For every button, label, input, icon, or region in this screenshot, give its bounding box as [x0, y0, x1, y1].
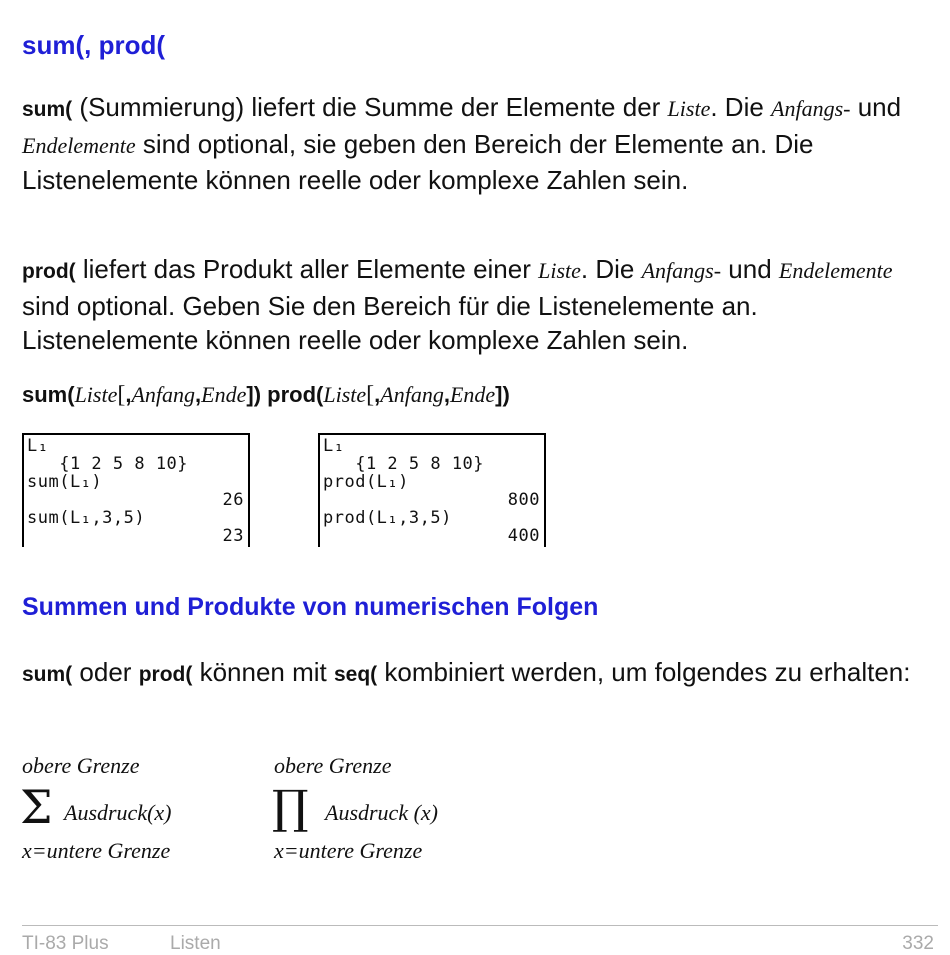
variable: Anfangs- [641, 258, 722, 283]
syntax-comma: , [195, 382, 202, 407]
variable: Endelemente [22, 133, 136, 158]
text: sind optional. Geben Sie den Bereich für die Listenelemente an. Listenelemente können reelle oder komplexe Zahlen sein. [22, 291, 758, 355]
sum-keyword: sum( [22, 98, 73, 121]
prod-lower-limit: x=untere Grenze [274, 838, 423, 863]
syntax-arg: Anfang [131, 382, 196, 407]
sum-keyword: sum( [22, 663, 73, 686]
page-title: sum(, prod( [22, 30, 165, 60]
footer-chapter: Listen [170, 933, 221, 954]
text: oder [72, 657, 139, 687]
screen-result: 400 [507, 526, 540, 546]
text: liefert das Produkt aller Elemente einer [75, 254, 539, 284]
syntax-comma: , [374, 382, 381, 407]
pi-product-symbol: ∏ [272, 780, 309, 834]
sequence-description [22, 655, 932, 692]
text: . Die [710, 92, 772, 122]
screen-line: prod(L₁) [323, 472, 409, 492]
footer-divider [22, 925, 938, 926]
text: und [850, 92, 902, 122]
calculator-screen-sum [22, 433, 250, 547]
prod-keyword: prod( [22, 260, 76, 283]
variable: Liste [538, 258, 581, 283]
text: kombiniert werden, um folgendes zu erhalten: [377, 657, 911, 687]
screen-line: L₁ [323, 436, 345, 456]
syntax-bracket: [ [366, 382, 375, 408]
syntax-arg: Liste [74, 382, 118, 407]
screen-line: {1 2 5 8 10} [323, 454, 485, 474]
syntax-bracket: [ [117, 382, 126, 408]
screen-line: {1 2 5 8 10} [27, 454, 189, 474]
syntax-close: ]) [495, 382, 510, 407]
section-heading: Summen und Produkte von numerischen Folgen [22, 593, 599, 621]
calculator-screen-prod [318, 433, 546, 547]
syntax-comma: , [125, 382, 132, 407]
text: können mit [192, 657, 334, 687]
footer-product: TI-83 Plus [22, 933, 109, 954]
syntax-arg: Ende [201, 382, 247, 407]
prod-upper-limit: obere Grenze [274, 753, 392, 778]
screen-line: sum(L₁) [27, 472, 103, 492]
syntax-close: ]) [246, 382, 262, 407]
syntax-prod-fn: prod( [267, 382, 324, 407]
syntax-sum-fn: sum( [22, 382, 75, 407]
screen-line: L₁ [27, 436, 49, 456]
prod-expression: Ausdruck (x) [325, 800, 439, 825]
seq-keyword: seq( [333, 663, 378, 686]
prod-keyword: prod( [138, 663, 193, 686]
screen-line: sum(L₁,3,5) [27, 508, 146, 528]
text: und [721, 254, 779, 284]
prod-description [22, 252, 932, 357]
screen-result: 800 [507, 490, 540, 510]
text: sind optional, sie geben den Bereich der Elemente an. Die Listenelemente können reelle oder komplexe Zahlen sein. [22, 129, 814, 195]
screen-result: 26 [222, 490, 244, 510]
footer-page-number: 332 [902, 933, 934, 954]
syntax-arg: Liste [323, 382, 367, 407]
screen-line: prod(L₁,3,5) [323, 508, 452, 528]
syntax-comma: , [443, 382, 450, 407]
syntax-arg: Anfang [380, 382, 444, 407]
syntax-arg: Ende [449, 382, 496, 407]
variable: Anfangs- [771, 96, 851, 121]
screen-result: 23 [222, 526, 244, 546]
variable: Endelemente [778, 258, 893, 283]
sum-lower-limit: x=untere Grenze [22, 838, 171, 863]
sum-expression: Ausdruck(x) [64, 800, 172, 825]
sigma-symbol: Σ [20, 780, 53, 834]
text: (Summierung) liefert die Summe der Elemente der [72, 92, 668, 122]
sum-description [22, 90, 932, 197]
syntax-line [22, 382, 510, 409]
text: . Die [580, 254, 642, 284]
sum-upper-limit: obere Grenze [22, 753, 140, 778]
variable: Liste [667, 96, 711, 121]
